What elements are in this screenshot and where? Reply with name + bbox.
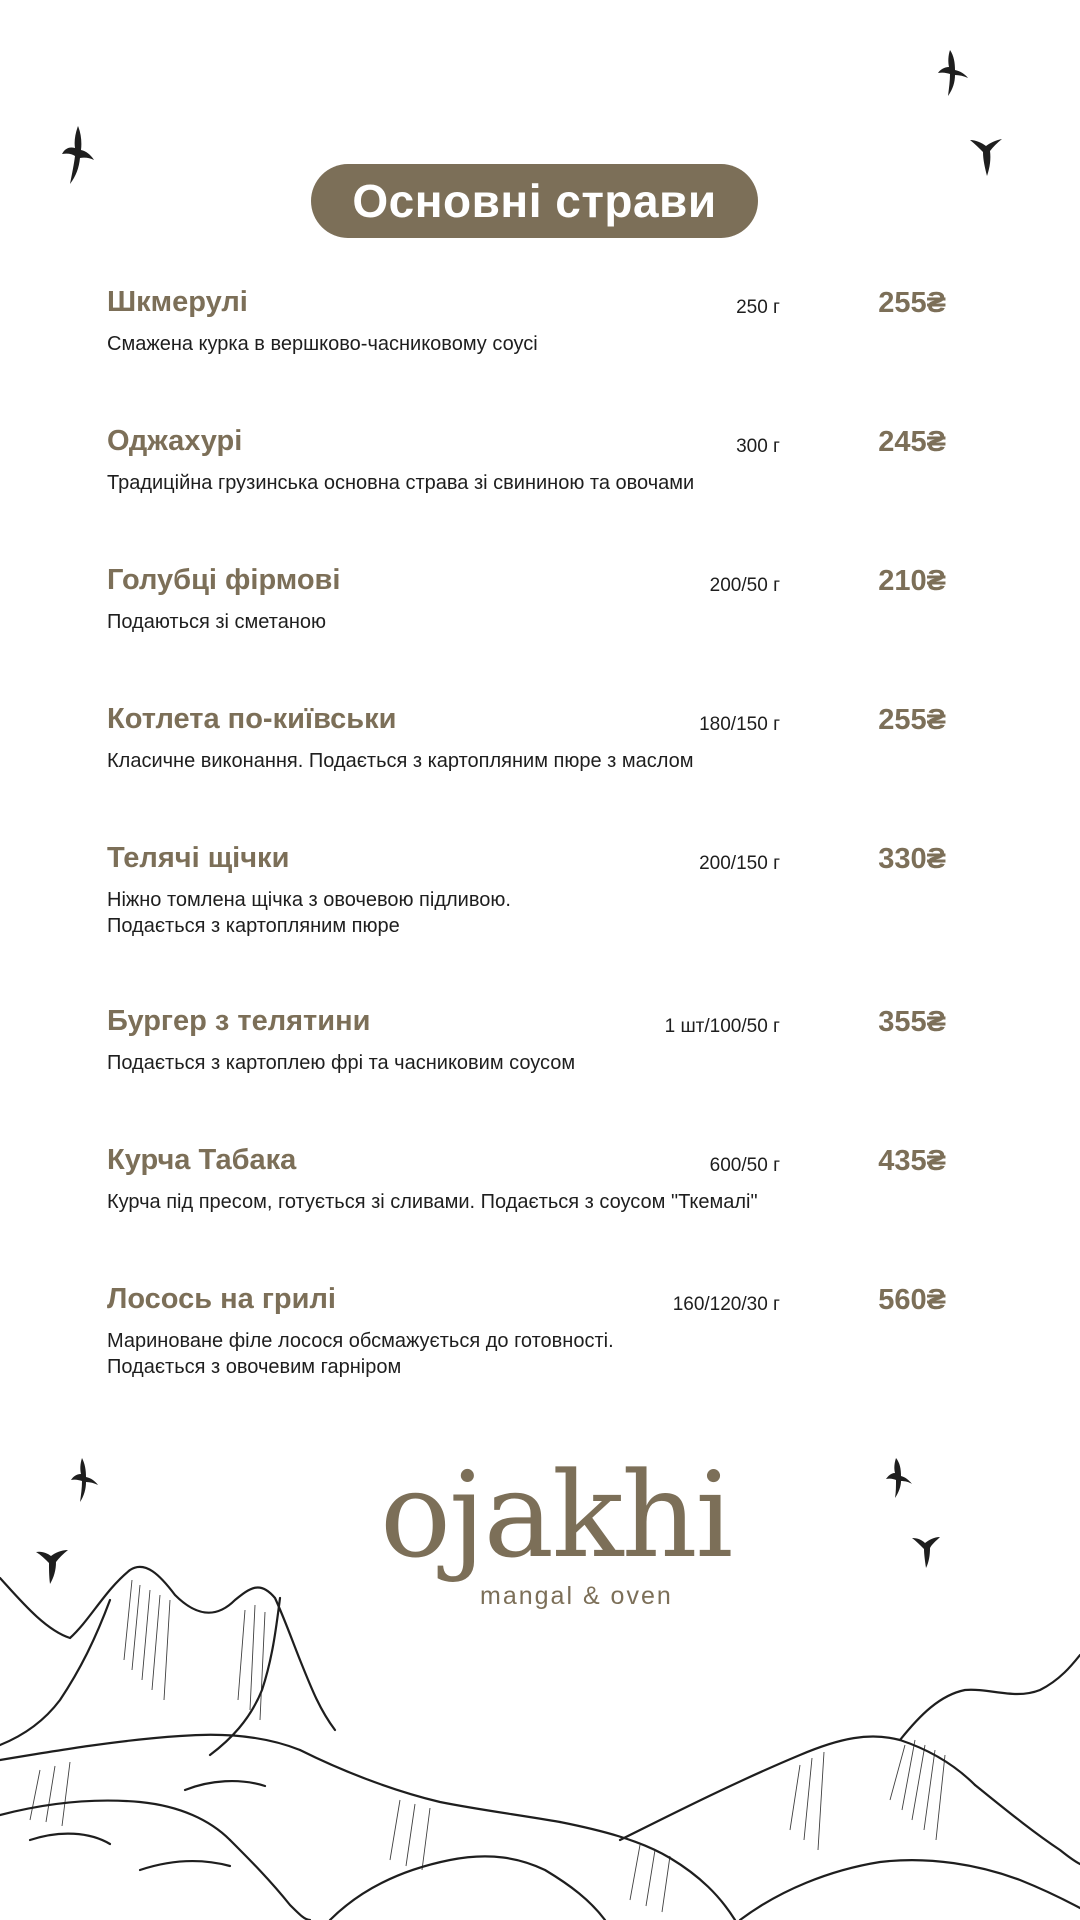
dish-name: Голубці фірмові [107,564,341,596]
dish-description-line: Подається з картоплею фрі та часниковим соусом [107,1052,576,1074]
logo-tagline: mangal & oven [480,1582,673,1610]
dish-weight: 300 г [736,436,780,457]
dish-description [107,470,927,496]
dish-description [107,887,927,939]
dish-weight: 160/120/30 г [672,1294,780,1315]
dish-price: 330₴ [878,843,946,875]
dish-weight: 600/50 г [709,1155,780,1176]
dish-description-line: Подаються зі сметаною [107,611,326,633]
dish-description [107,1050,927,1076]
dish-weight: 250 г [736,297,780,318]
bird-icon [68,1456,100,1504]
dish-name: Оджахурі [107,425,243,457]
dish-description [107,331,927,357]
dish-description-line: Ніжно томлена щічка з овочевою підливою. [107,889,511,911]
bird-icon [58,124,98,186]
dish-description [107,609,927,635]
dish-description-line: Подається з овочевим гарніром [107,1356,402,1378]
bird-icon [884,1456,914,1500]
dish-description-line: Класичне виконання. Подається з картопляним пюре з маслом [107,750,694,772]
dish-description [107,1189,927,1215]
section-title: Основні страви [311,164,758,238]
bird-icon [968,134,1004,178]
dish-name: Котлета по-київськи [107,703,397,735]
dish-price: 435₴ [878,1145,946,1177]
dish-weight: 180/150 г [699,714,780,735]
dish-price: 255₴ [878,287,946,319]
dish-weight: 1 шт/100/50 г [664,1016,780,1037]
dish-name: Телячі щічки [107,842,290,874]
dish-price: 255₴ [878,704,946,736]
dish-name: Бургер з телятини [107,1005,371,1037]
dish-name: Курча Табака [107,1144,297,1176]
brand-logo [380,1446,732,1640]
dish-price: 210₴ [878,565,946,597]
dish-price: 355₴ [878,1006,946,1038]
dish-description-line: Курча під пресом, готується зі сливами. Подається з соусом "Ткемалі" [107,1191,758,1213]
dish-name: Лосось на грилі [107,1283,336,1315]
dish-name: Шкмерулі [107,286,248,318]
dish-description-line: Традиційна грузинська основна страва зі свининою та овочами [107,472,695,494]
dish-description-line: Мариноване філе лосося обсмажується до готовності. [107,1330,614,1352]
logo-wordmark: ojakhi [380,1446,732,1584]
bird-icon [936,48,970,98]
dish-price: 560₴ [878,1284,946,1316]
dish-description [107,1328,927,1380]
dish-description-line: Подається з картопляним пюре [107,915,400,937]
dish-description-line: Смажена курка в вершково-часниковому соусі [107,333,538,355]
dish-weight: 200/50 г [709,575,780,596]
dish-weight: 200/150 г [699,853,780,874]
dish-description [107,748,927,774]
dish-price: 245₴ [878,426,946,458]
